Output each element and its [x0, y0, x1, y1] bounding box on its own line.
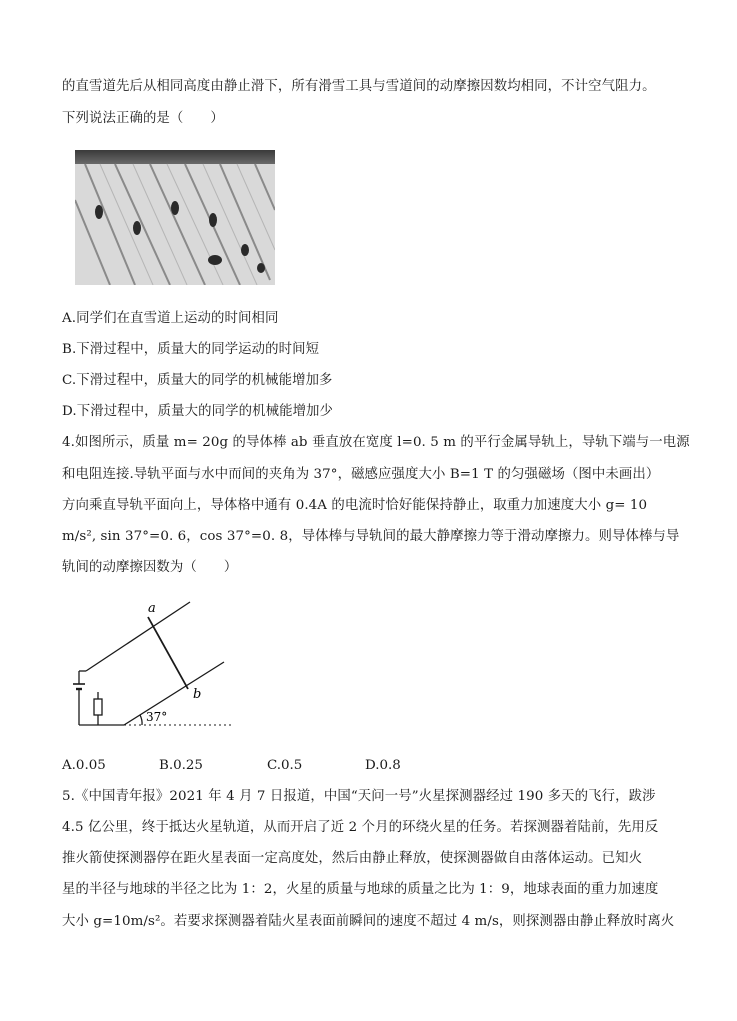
label-a: a [148, 601, 156, 616]
q3-option-d: D.下滑过程中，质量大的同学的机械能增加少 [62, 404, 334, 419]
ski-slope-photo [75, 150, 275, 285]
q4-line-1: 4.如图所示，质量 m= 20g 的导体棒 ab 垂直放在宽度 l=0. 5 m 的平行金属导轨上，导轨下端与一电源 [62, 435, 690, 450]
q5-line-4: 星的半径与地球的半径之比为 1：2，火星的质量与地球的质量之比为 1：9，地球表面的重力加速度 [62, 882, 659, 897]
q4-option-d: D.0.8 [365, 758, 401, 773]
q5-line-2: 4.5 亿公里，终于抵达火星轨道，从而开启了近 2 个月的环绕火星的任务。若探测器着陆前，先用反 [62, 820, 659, 835]
q4-line-5: 轨间的动摩擦因数为（ ） [62, 560, 238, 575]
q3-option-c: C.下滑过程中，质量大的同学的机械能增加多 [62, 373, 333, 388]
rail-circuit-diagram [66, 598, 232, 734]
q4-line-2: 和电阻连接.导轨平面与水中而间的夹角为 37°，磁感应强度大小 B=1 T 的匀强磁场（图中未画出） [62, 467, 660, 482]
q4-line-4: m/s², sin 37°=0. 6，cos 37°=0. 8，导体棒与导轨间的最大静摩擦力等于滑动摩擦力。则导体棒与导 [62, 529, 680, 544]
q4-line-3: 方向乘直导轨平面向上，导体格中通有 0.4A 的电流时恰好能保持静止，取重力加速度大小 g= 10 [62, 498, 648, 513]
q3-option-b: B.下滑过程中，质量大的同学运动的时间短 [62, 342, 320, 357]
q5-line-5: 大小 g=10m/s²。若要求探测器着陆火星表面前瞬间的速度不超过 4 m/s，则探测器由静止释放时离火 [62, 914, 675, 929]
q3-line-1: 的直雪道先后从相同高度由静止滑下，所有滑雪工具与雪道间的动摩擦因数均相同，不计空气阻力。 [62, 79, 656, 94]
q4-option-c: C.0.5 [267, 758, 303, 773]
q5-line-3: 推火箭使探测器停在距火星表面一定高度处，然后由静止释放，使探测器做自由落体运动。已知火 [62, 851, 643, 866]
q3-option-a: A.同学们在直雪道上运动的时间相同 [62, 311, 279, 326]
q4-option-a: A.0.05 [62, 758, 106, 773]
q3-line-2: 下列说法正确的是（ ） [62, 111, 224, 126]
q4-option-b: B.0.25 [159, 758, 203, 773]
angle-label: 37° [146, 710, 168, 724]
label-b: b [193, 687, 202, 702]
q5-line-1: 5.《中国青年报》2021 年 4 月 7 日报道，中国“天问一号”火星探测器经过 190 多天的飞行，跋涉 [62, 789, 656, 804]
